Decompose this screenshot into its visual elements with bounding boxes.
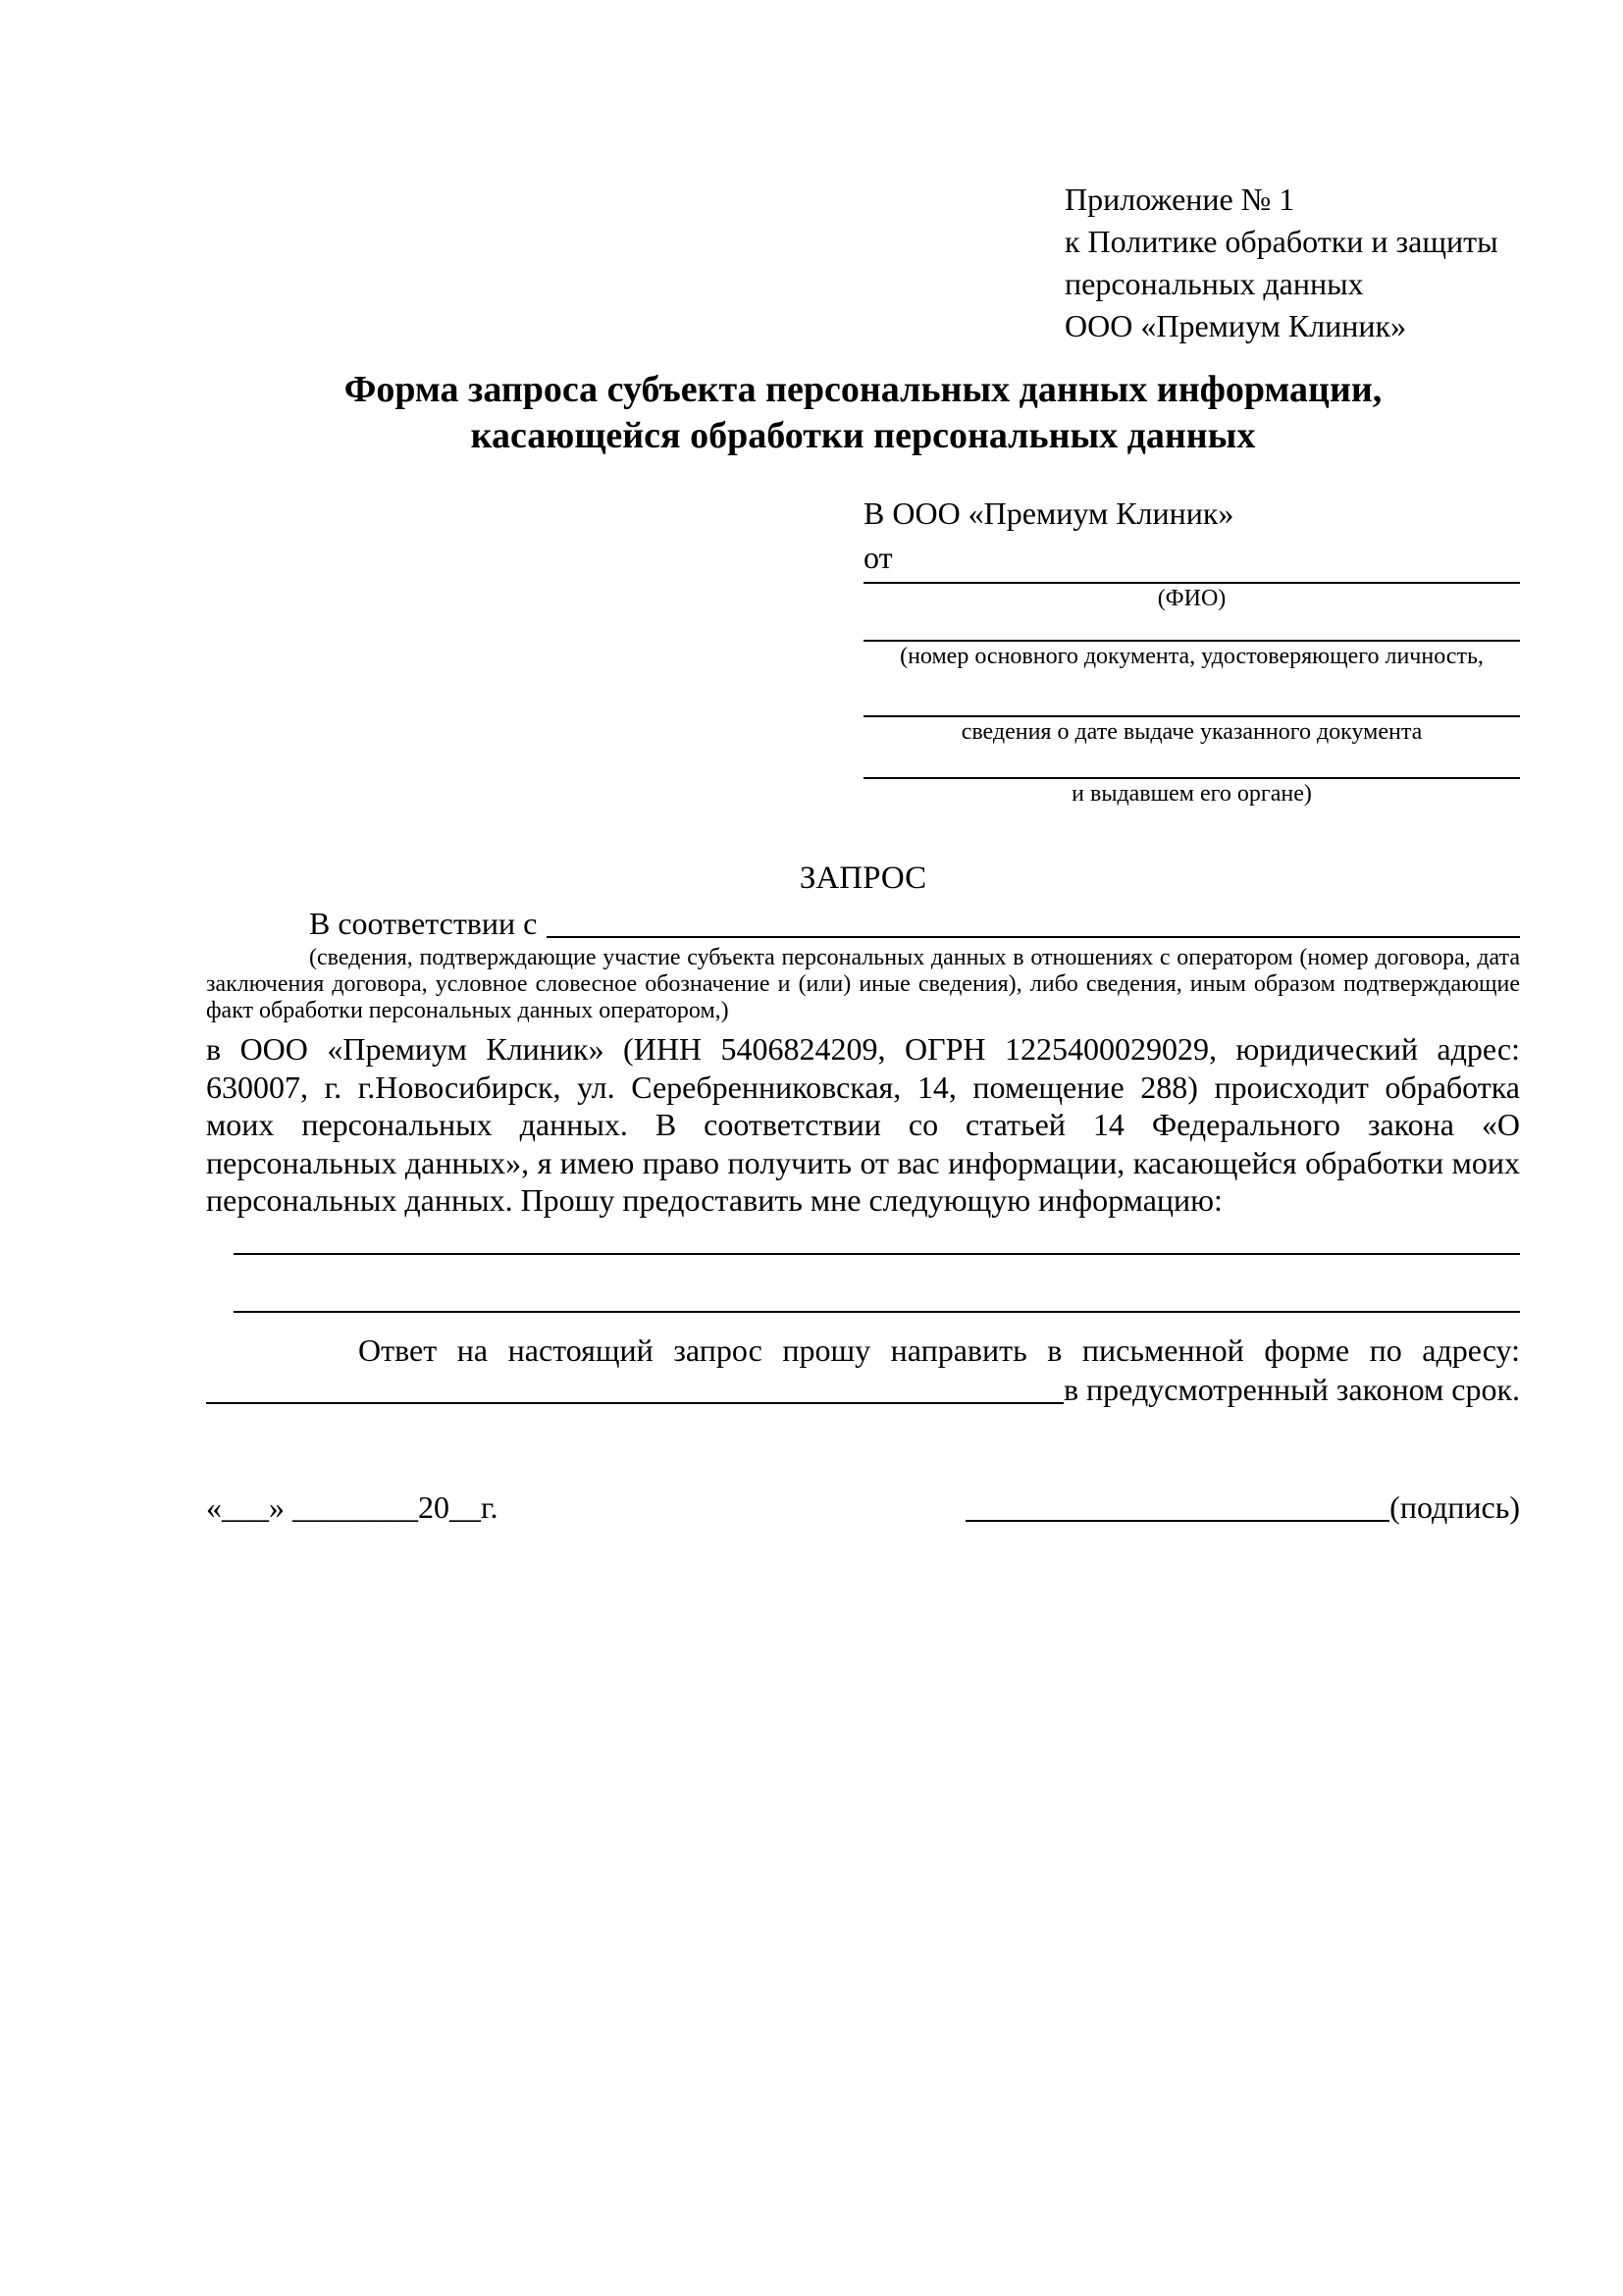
appendix-header-line: к Политике обработки и защиты — [1065, 224, 1498, 259]
form-title — [206, 367, 1520, 459]
answer-paragraph: Ответ на настоящий запрос прошу направить в письменной форме по адресу: — [358, 1331, 1520, 1368]
appendix-header-line: ООО «Премиум Клиник» — [1065, 308, 1407, 343]
request-heading: ЗАПРОС — [799, 861, 927, 896]
fio-caption: (ФИО) — [1157, 586, 1227, 611]
issue-date-caption: сведения о дате выдаче указанного документа — [961, 719, 1423, 745]
request-intro-prefix: В соответствии с — [309, 906, 538, 941]
answer-address-line — [206, 1370, 1520, 1409]
signature-caption: (подпись) — [1389, 1488, 1520, 1525]
fine-print-note: (сведения, подтверждающие участие субъекта персональных данных в отношениях с оператором (номер договора, дата заключения договора, условное словесное обозначение и (или) иные сведения), либо сведения, иным образом подтверждающие факт обработки персональных данных оператором,) — [206, 945, 1520, 1023]
request-body: в ООО «Премиум Клиник» (ИНН 5406824209, ОГРН 1225400029029, юридический адрес: 630007, г. г.Новосибирск, ул. Серебренниковская, 14, помещение 288) происходит обработка моих персональных данных. В соответствии со статьей 14 Федерального закона «О персональных данных», я имею право получить от вас информации, касающейся обработки моих персональных данных. Прошу предоставить мне следующую информацию: — [206, 1031, 1520, 1218]
form-title-line-1: Форма запроса субъекта персональных данных информации, — [343, 369, 1383, 410]
answer-suffix: в предусмотренный законом срок. — [1063, 1371, 1520, 1407]
addressee-to: В ООО «Премиум Клиник» — [864, 496, 1234, 531]
form-title-line-2: касающейся обработки персональных данных — [470, 415, 1256, 456]
signature-blank-line — [966, 1520, 1389, 1522]
document-number-caption: (номер основного документа, удостоверяющего личность, — [900, 644, 1484, 669]
information-blank-line-1 — [234, 1253, 1520, 1255]
date-field: «___» ________20__г. — [206, 1488, 498, 1525]
request-intro-blank-line — [547, 936, 1520, 938]
signature-group — [966, 1487, 1520, 1527]
addressee-from-label: от — [864, 540, 893, 575]
appendix-header-line: персональных данных — [1065, 266, 1364, 301]
footer-row — [206, 1487, 1520, 1527]
request-intro-line — [206, 904, 1520, 943]
issuing-authority-caption: и выдавшем его органе) — [1072, 781, 1312, 807]
appendix-header-line: Приложение № 1 — [1065, 182, 1295, 217]
appendix-header — [1065, 179, 1520, 347]
addressee-block — [864, 492, 1520, 809]
information-blank-line-2 — [234, 1311, 1520, 1313]
answer-address-blank-line — [206, 1402, 1064, 1404]
